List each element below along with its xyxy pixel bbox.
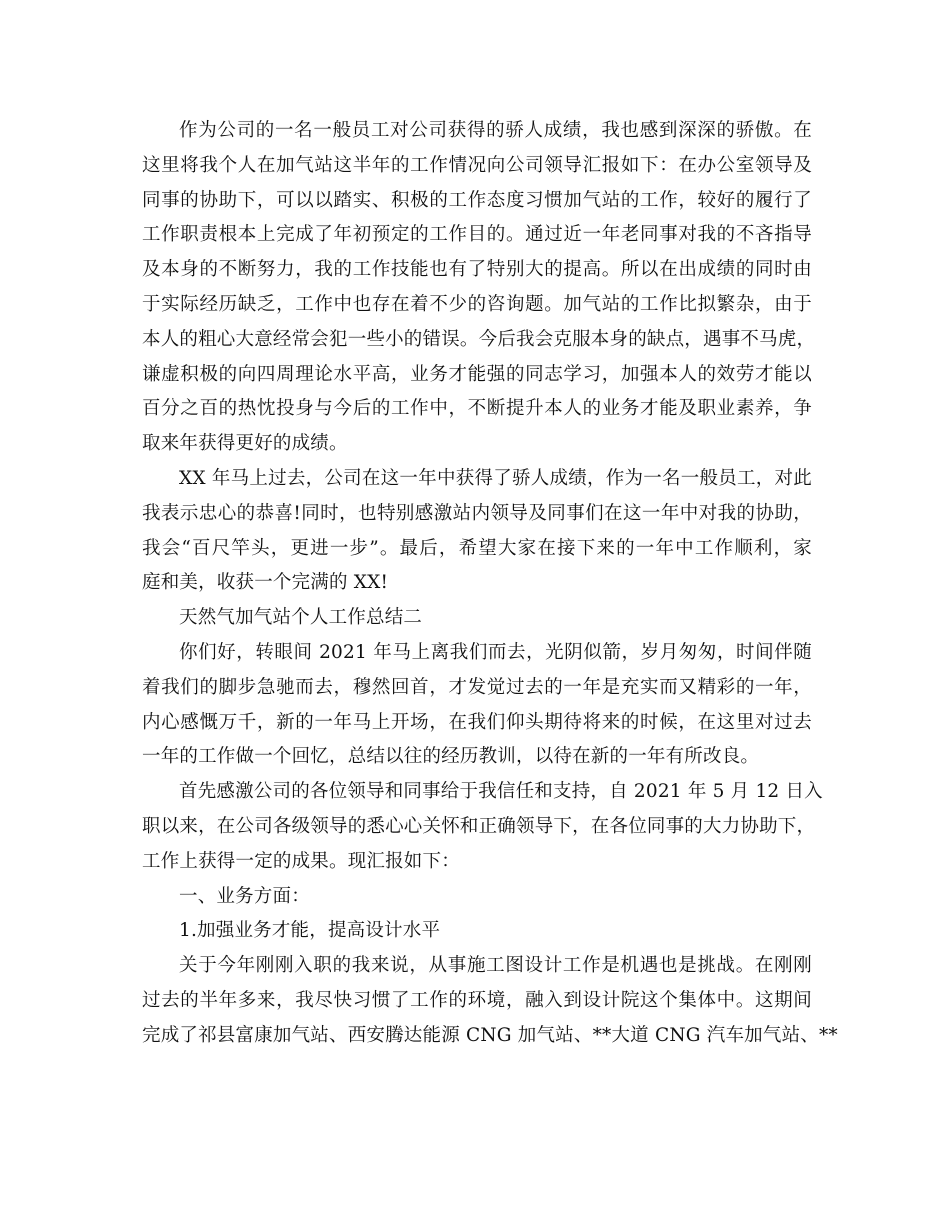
text-line: 及本身的不断努力，我的工作技能也有了特别大的提高。所以在出成绩的同时由 [142, 259, 812, 281]
text-line: 1.加强业务才能，提高设计水平 [179, 920, 441, 942]
text-line: 我表示忠心的恭喜!同时，也特别感激站内领导及同事们在这一年中对我的协助， [142, 502, 812, 524]
document-body [142, 114, 838, 1054]
text-line: 关于今年刚刚入职的我来说，从事施工图设计工作是机遇也是挑战。在刚刚 [179, 955, 812, 977]
text-line: 你们好，转眼间 2021 年马上离我们而去，光阴似箭，岁月匆匆，时间伴随 [179, 641, 812, 663]
text-line: 同事的协助下，可以以踏实、积极的工作态度习惯加气站的工作，较好的履行了 [142, 189, 812, 211]
text-line: 一年的工作做一个回忆，总结以往的经历教训，以待在新的一年有所改良。 [142, 746, 760, 768]
text-line: 着我们的脚步急驰而去，穆然回首，才发觉过去的一年是充实而又精彩的一年， [142, 676, 812, 698]
text-line: 谦虚积极的向四周理论水平高，业务才能强的同志学习，加强本人的效劳才能以 [142, 363, 812, 385]
text-line: 庭和美，收获一个完满的 XX! [142, 572, 389, 594]
text-line: 百分之百的热忱投身与今后的工作中，不断提升本人的业务才能及职业素养，争 [142, 398, 812, 420]
text-line: XX 年马上过去，公司在这一年中获得了骄人成绩，作为一名一般员工，对此 [179, 467, 812, 489]
text-line: 职以来，在公司各级领导的悉心心关怀和正确领导下，在各位同事的大力协助下， [142, 815, 816, 837]
text-line: 完成了祁县富康加气站、西安腾达能源 CNG 加气站、**大道 CNG 汽车加气站、** [142, 1024, 838, 1046]
text-line: 一、业务方面： [179, 885, 310, 907]
text-line: 作为公司的一名一般员工对公司获得的骄人成绩，我也感到深深的骄傲。在 [179, 120, 812, 141]
text-line: 于实际经历缺乏，工作中也存在着不少的咨询题。加气站的工作比拟繁杂，由于 [142, 293, 812, 315]
text-line: 工作上获得一定的成果。现汇报如下： [142, 850, 460, 872]
text-line: 我会“百尺竿头，更进一步”。最后，希望大家在接下来的一年中工作顺利，家 [142, 537, 812, 559]
text-line: 本人的粗心大意经常会犯一些小的错误。今后我会克服本身的缺点，遇事不马虎， [142, 328, 816, 350]
text-line: 天然气加气站个人工作总结二 [179, 607, 423, 629]
text-line: 首先感激公司的各位领导和同事给于我信任和支持，自 2021 年 5 月 12 日入 [179, 781, 823, 803]
text-line: 这里将我个人在加气站这半年的工作情况向公司领导汇报如下：在办公室领导及 [142, 154, 812, 176]
text-line: 工作职责根本上完成了年初预定的工作目的。通过近一年老同事对我的不吝指导 [142, 224, 812, 246]
text-line: 过去的半年多来，我尽快习惯了工作的环境，融入到设计院这个集体中。这期间 [142, 989, 812, 1011]
text-line: 取来年获得更好的成绩。 [142, 433, 348, 455]
text-line: 内心感慨万千，新的一年马上开场，在我们仰头期待将来的时候，在这里对过去 [142, 711, 812, 733]
